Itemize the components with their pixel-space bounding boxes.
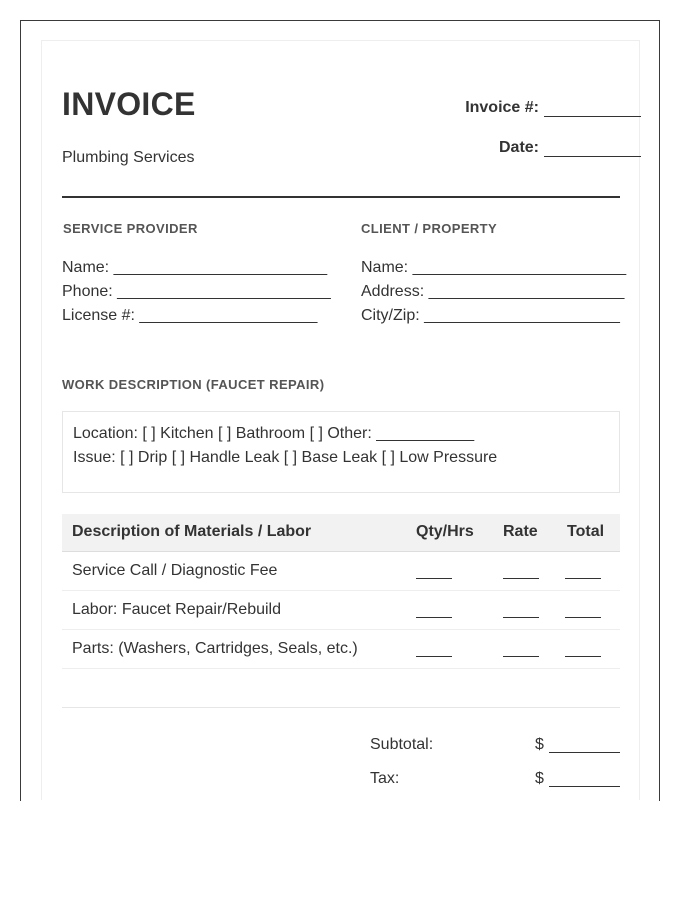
work-description-box xyxy=(62,411,620,493)
client-address-field: Address: ______________________ xyxy=(361,283,625,300)
column-header-description: Description of Materials / Labor xyxy=(72,523,312,540)
client-name-field: Name: ________________________ xyxy=(361,259,627,276)
tax-line xyxy=(549,786,620,787)
rate-blank xyxy=(503,617,539,618)
work-description-heading: WORK DESCRIPTION (FAUCET REPAIR) xyxy=(62,377,325,392)
row-description: Parts: (Washers, Cartridges, Seals, etc.) xyxy=(72,640,358,657)
client-cityzip-field: City/Zip: ______________________ xyxy=(361,307,620,324)
provider-phone-field: Phone: ________________________ xyxy=(62,283,331,300)
provider-license-field: License #: ____________________ xyxy=(62,307,318,324)
rate-blank xyxy=(503,578,539,579)
work-issue-line: Issue: [ ] Drip [ ] Handle Leak [ ] Base Leak [ ] Low Pressure xyxy=(73,449,498,466)
column-header-rate: Rate xyxy=(503,523,538,540)
client-property-heading: CLIENT / PROPERTY xyxy=(361,221,498,236)
provider-name-field: Name: ________________________ xyxy=(62,259,328,276)
invoice-content xyxy=(21,61,661,801)
table-row xyxy=(62,552,620,591)
service-provider-heading: SERVICE PROVIDER xyxy=(63,221,198,236)
table-header xyxy=(62,514,620,552)
row-description: Labor: Faucet Repair/Rebuild xyxy=(72,601,282,618)
qty-blank xyxy=(416,578,452,579)
invoice-number-field xyxy=(465,99,641,117)
date-field xyxy=(499,139,641,157)
qty-blank xyxy=(416,656,452,657)
table-row xyxy=(62,630,620,669)
row-description: Service Call / Diagnostic Fee xyxy=(72,562,278,579)
qty-blank xyxy=(416,617,452,618)
subtotal-line xyxy=(549,752,620,753)
invoice-number-line xyxy=(544,102,641,117)
invoice-number-label: Invoice #: xyxy=(465,99,539,116)
work-location-line: Location: [ ] Kitchen [ ] Bathroom [ ] Other: ___________ xyxy=(73,425,475,442)
tax-label: Tax: xyxy=(370,770,400,787)
totals-divider xyxy=(62,707,620,708)
subtotal-currency: $ xyxy=(535,736,544,753)
column-header-total: Total xyxy=(567,523,605,540)
invoice-subtitle: Plumbing Services xyxy=(62,149,195,166)
date-line xyxy=(544,142,641,157)
total-blank xyxy=(565,578,601,579)
table-row xyxy=(62,591,620,630)
date-label: Date: xyxy=(498,139,539,156)
total-blank xyxy=(565,656,601,657)
column-header-qty: Qty/Hrs xyxy=(416,523,474,540)
subtotal-label: Subtotal: xyxy=(370,736,434,753)
invoice-title: INVOICE xyxy=(62,86,196,122)
rate-blank xyxy=(503,656,539,657)
tax-currency: $ xyxy=(535,770,544,787)
header-divider xyxy=(62,196,620,198)
total-blank xyxy=(565,617,601,618)
